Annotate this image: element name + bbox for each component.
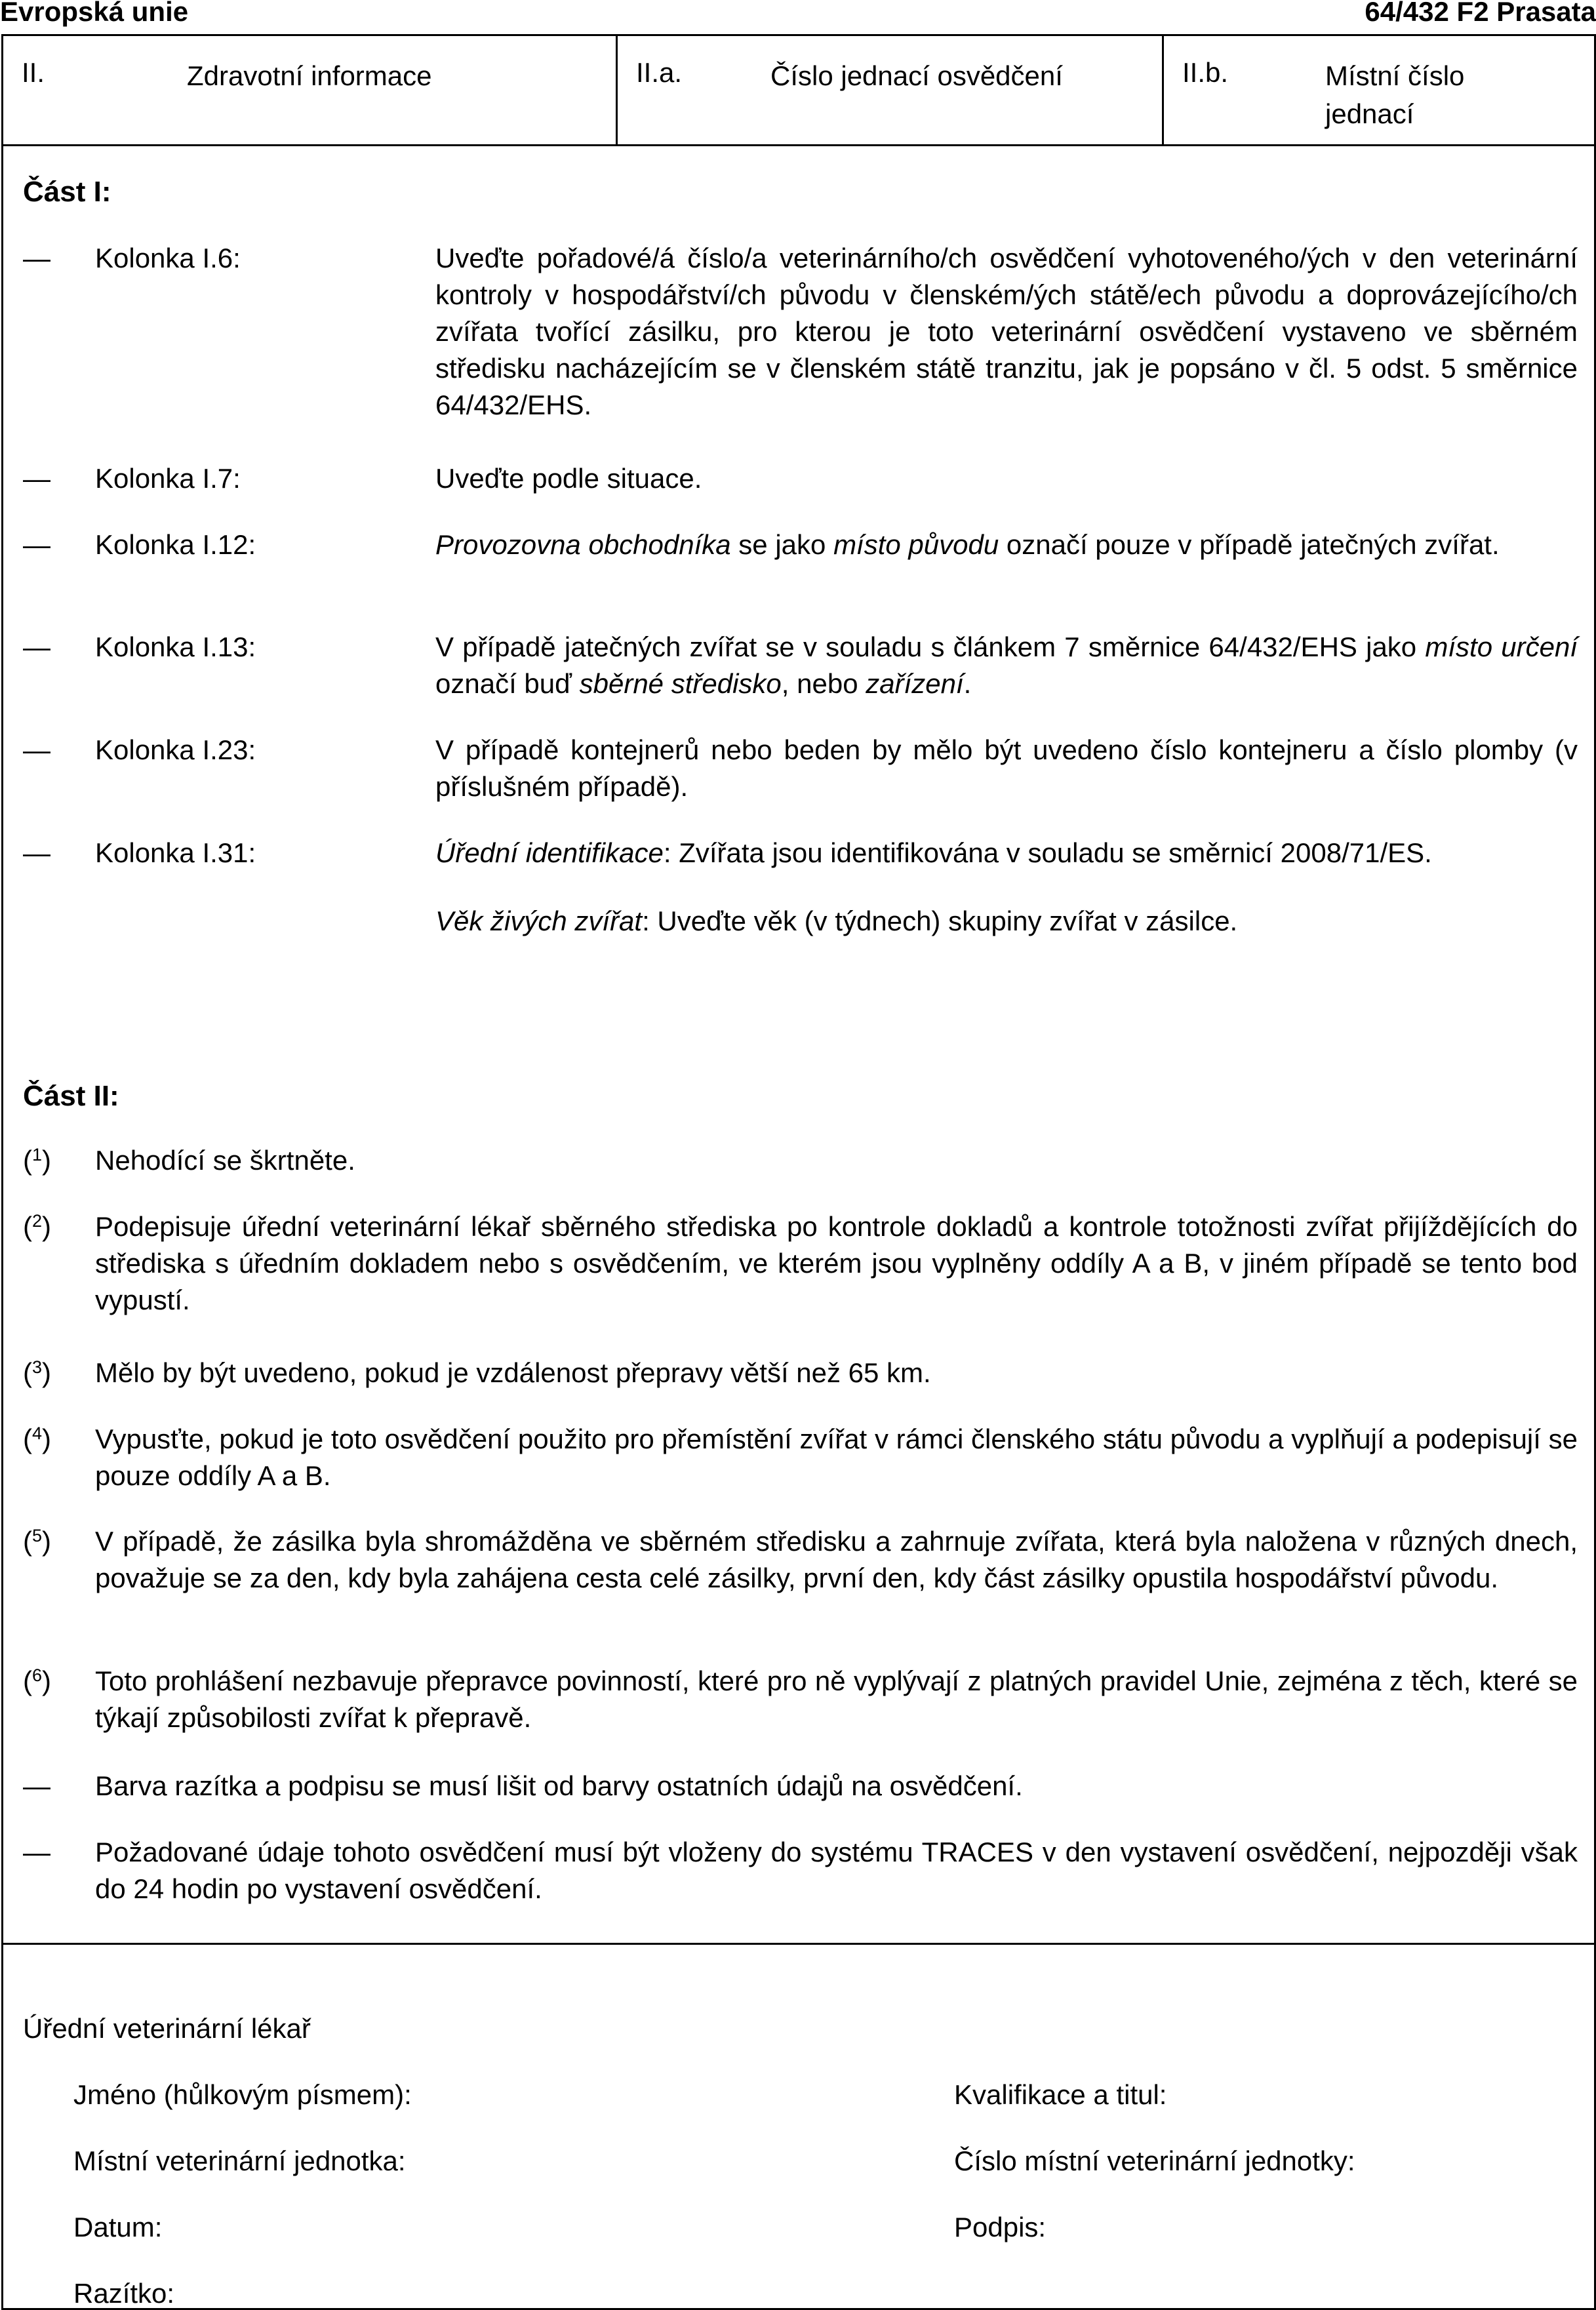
dash-bullet: — xyxy=(23,1837,50,1867)
box-text: V případě kontejnerů nebo beden by mělo být uvedeno číslo kontejneru a číslo plomby (v příslušném případě). xyxy=(435,734,1578,802)
dash-note-text: Požadované údaje tohoto osvědčení musí být vloženy do systému TRACES v den vystavení osvědčení, nejpozději však do 24 hodin po vystavení osvědčení. xyxy=(95,1837,1578,1904)
text-run: . xyxy=(963,668,972,699)
text-run: označí pouze v případě jatečných zvířat. xyxy=(999,529,1500,560)
text-run: , nebo xyxy=(781,668,866,699)
dash-bullet: — xyxy=(23,529,50,560)
table-header xyxy=(3,36,1594,146)
box-text xyxy=(435,527,1578,563)
italic-term: Úřední identifikace xyxy=(435,837,664,868)
italic-term: zařízení xyxy=(866,668,964,699)
footnote-marker: ($^6$) xyxy=(23,1665,52,1696)
dash-bullet: — xyxy=(23,837,50,868)
part-two-title: Část II: xyxy=(23,1080,119,1112)
box-label: Kolonka I.7: xyxy=(95,463,241,494)
footnote-marker: ($^2$) xyxy=(23,1211,52,1242)
cell-number: II.b. xyxy=(1182,57,1229,88)
box-label: Kolonka I.6: xyxy=(95,243,241,273)
dash-bullet: — xyxy=(23,631,50,662)
certificate-frame xyxy=(1,34,1596,2310)
box-text: Uveďte pořadové/á číslo/a veterinárního/ch osvědčení vyhotoveného/ých v den veterinární kontroly v hospodářství/ch původu v členském/ých státě/ech původu a doprovázejícího/ch zvířata tvořící zásilku, pro kterou je toto veterinární osvědčení vystaveno ve sběrném středisku nacházejícím se v členském státě tranzitu, jak je popsáno v čl. 5 odst. 5 směrnice 64/432/EHS. xyxy=(435,243,1578,420)
italic-term: místo původu xyxy=(833,529,999,560)
header-cell-local-reference xyxy=(1162,36,1594,144)
italic-term: místo určení xyxy=(1425,631,1578,662)
box-label: Kolonka I.31: xyxy=(95,837,256,868)
text-run: : Uveďte věk (v týdnech) skupiny zvířat v zásilce. xyxy=(642,906,1238,936)
header-right: 64/432 F2 Prasata xyxy=(1365,0,1596,27)
dash-bullet: — xyxy=(23,243,50,273)
italic-term: Provozovna obchodníka xyxy=(435,529,731,560)
footnote-text: Toto prohlášení nezbavuje přepravce povinností, které pro ně vyplývají z platných pravidel Unie, zejména z těch, které se týkají způsobilosti zvířat k přepravě. xyxy=(95,1665,1578,1733)
footnote-text: Vypusťte, pokud je toto osvědčení použito pro přemístění zvířat v rámci členského státu původu a vyplňují a podepisují se pouze oddíly A a B. xyxy=(95,1424,1578,1491)
footnote-text: Nehodící se škrtněte. xyxy=(95,1145,355,1176)
box-label: Kolonka I.23: xyxy=(95,734,256,765)
paragraph xyxy=(435,903,1578,940)
footnote-text: V případě, že zásilka byla shromážděna ve sběrném středisku a zahrnuje zvířata, která byla naložena v různých dnech, považuje se za den, kdy byla zahájena cesta celé zásilky, první den, kdy část zásilky opustila hospodářství původu. xyxy=(95,1526,1578,1593)
italic-term: Věk živých zvířat xyxy=(435,906,643,936)
name-field-label: Jméno (hůlkovým písmem): xyxy=(73,2079,412,2110)
part-one-section xyxy=(3,146,1594,1945)
dash-bullet: — xyxy=(23,463,50,494)
unit-field-label: Místní veterinární jednotka: xyxy=(73,2145,406,2176)
header-left: Evropská unie xyxy=(0,0,189,27)
text-run: označí buď xyxy=(435,668,580,699)
dash-bullet: — xyxy=(23,734,50,765)
footnote-marker: ($^4$) xyxy=(23,1424,52,1454)
box-label: Kolonka I.12: xyxy=(95,529,256,560)
header-cell-health-info xyxy=(3,36,616,144)
cell-label: Místní číslo jednací xyxy=(1325,60,1465,129)
footnote-marker: ($^5$) xyxy=(23,1526,52,1557)
italic-term: sběrné středisko xyxy=(579,668,782,699)
stamp-field-label: Razítko: xyxy=(73,2278,175,2309)
signature-field-label: Podpis: xyxy=(954,2212,1047,2242)
footnote-text: Podepisuje úřední veterinární lékař sběrného střediska po kontrole dokladů a kontrole totožnosti zvířat přijíždějících do střediska s úředním dokladem nebo s osvědčením, ve kterém jsou vyplněny oddíly A a B, v jiném případě se tento bod vypustí. xyxy=(95,1211,1578,1315)
text-run: : Zvířata jsou identifikována v souladu se směrnicí 2008/71/ES. xyxy=(663,837,1432,868)
footnote-marker: ($^1$) xyxy=(23,1145,52,1176)
dash-bullet: — xyxy=(23,1770,50,1801)
unit-number-field-label: Číslo místní veterinární jednotky: xyxy=(954,2145,1355,2176)
footnote-marker: ($^3$) xyxy=(23,1357,52,1388)
dash-note-text: Barva razítka a podpisu se musí lišit od barvy ostatních údajů na osvědčení. xyxy=(95,1770,1023,1801)
cell-label: Zdravotní informace xyxy=(187,60,432,91)
box-text xyxy=(435,835,1578,940)
cell-number: II.a. xyxy=(636,57,683,88)
signature-section xyxy=(3,1945,1594,2308)
page-header xyxy=(0,0,1596,31)
box-label: Kolonka I.13: xyxy=(95,631,256,662)
paragraph xyxy=(435,835,1578,871)
cell-label: Číslo jednací osvědčení xyxy=(770,60,1063,91)
box-text xyxy=(435,629,1578,702)
date-field-label: Datum: xyxy=(73,2212,163,2242)
signature-title: Úřední veterinární lékař xyxy=(23,2013,311,2044)
part-one-title: Část I: xyxy=(23,176,111,208)
box-text: Uveďte podle situace. xyxy=(435,463,702,494)
cell-number: II. xyxy=(22,57,45,88)
footnote-text: Mělo by být uvedeno, pokud je vzdálenost přepravy větší než 65 km. xyxy=(95,1357,931,1388)
text-run: se jako xyxy=(730,529,834,560)
text-run: V případě jatečných zvířat se v souladu s článkem 7 směrnice 64/432/EHS jako xyxy=(435,631,1426,662)
header-cell-reference-number xyxy=(616,36,1164,144)
qualification-field-label: Kvalifikace a titul: xyxy=(954,2079,1167,2110)
